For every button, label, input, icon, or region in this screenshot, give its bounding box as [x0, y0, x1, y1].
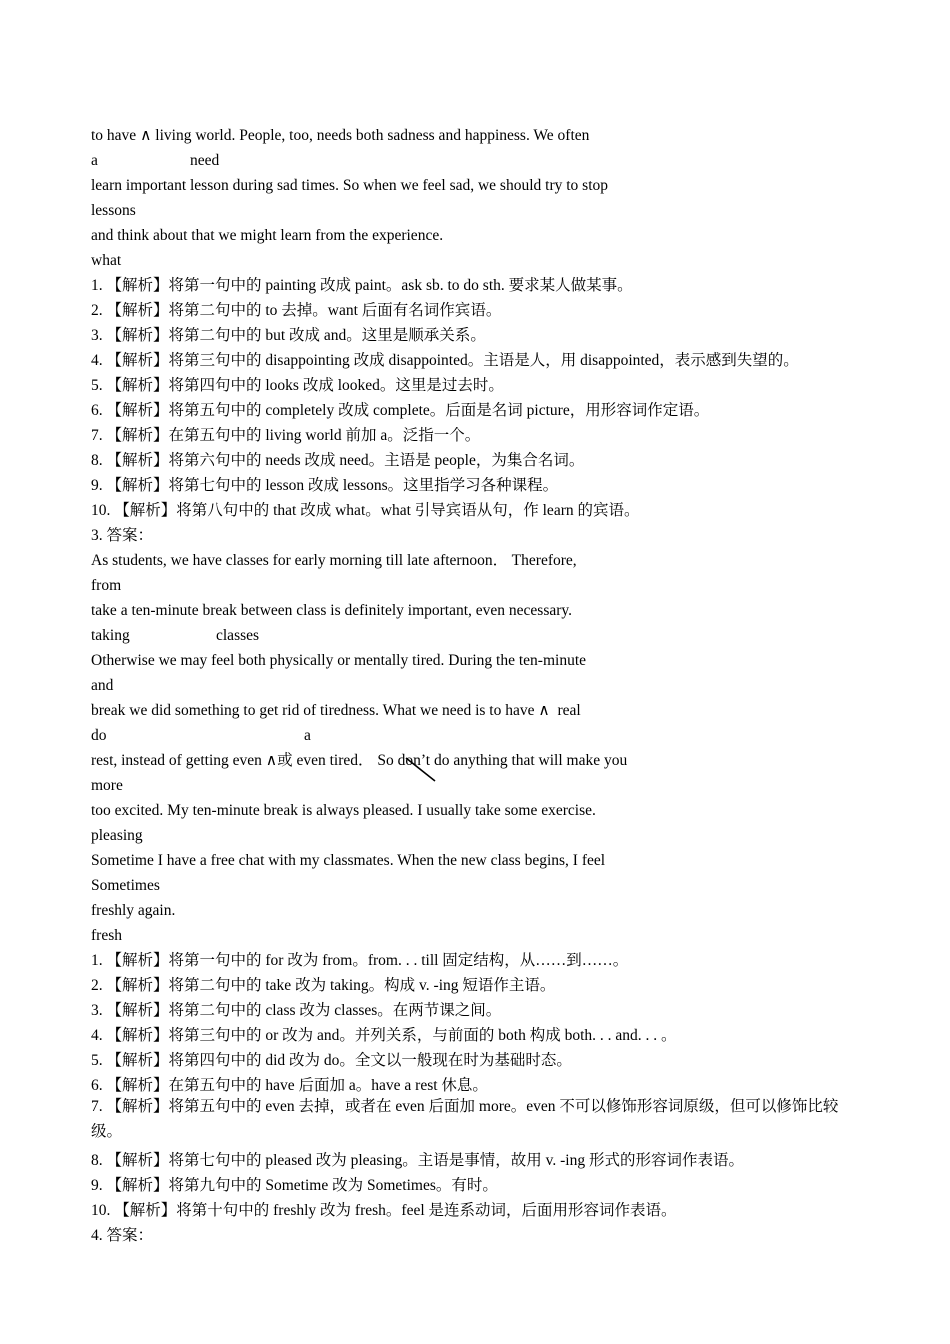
answer-heading: 3. 答案：: [91, 527, 154, 544]
explanation-item: 9. 【解析】将第七句中的 lesson 改成 lessons。这里指学习各种课程。: [91, 477, 559, 494]
explanation-item: 5. 【解析】将第四句中的 looks 改成 looked。这里是过去时。: [91, 377, 504, 394]
correction-word: lessons: [91, 202, 136, 219]
correction-word: more: [91, 777, 123, 794]
answer-heading: 4. 答案：: [91, 1227, 154, 1244]
explanation-item: 5. 【解析】将第四句中的 did 改为 do。全文以一般现在时为基础时态。: [91, 1052, 572, 1069]
passage-line: too excited. My ten-minute break is always pleased. I usually take some exercise.: [91, 802, 596, 819]
explanation-item: 4. 【解析】将第三句中的 or 改为 and。并列关系，与前面的 both 构成 both. . . and. . . 。: [91, 1027, 677, 1044]
passage-line: As students, we have classes for early morning till late afternoon． Therefore,: [91, 552, 577, 569]
explanation-item: 8. 【解析】将第七句中的 pleased 改为 pleasing。主语是事情，故用 v. -ing 形式的形容词作表语。: [91, 1152, 744, 1169]
correction-word: a: [91, 152, 98, 169]
explanation-item: 3. 【解析】将第二句中的 class 改为 classes。在两节课之间。: [91, 1002, 502, 1019]
passage-line: break we did something to get rid of tiredness. What we need is to have ∧ real: [91, 702, 581, 719]
passage-line: Otherwise we may feel both physically or mentally tired. During the ten-minute: [91, 652, 587, 669]
correction-word: a: [304, 727, 311, 744]
correction-word: fresh: [91, 927, 122, 944]
passage-line: learn important lesson during sad times. So when we feel sad, we should try to stop: [91, 177, 609, 194]
correction-word: do: [91, 727, 107, 744]
explanation-item: 7. 【解析】在第五句中的 living world 前加 a。泛指一个。: [91, 427, 481, 444]
explanation-item: 2. 【解析】将第二句中的 take 改为 taking。构成 v. -ing 短语作主语。: [91, 977, 556, 994]
passage-line: rest, instead of getting even ∧或 even tired． So don’t do anything that will make you: [91, 752, 628, 769]
explanation-item: 2. 【解析】将第二句中的 to 去掉。want 后面有名词作宾语。: [91, 302, 502, 319]
correction-word: from: [91, 577, 122, 594]
explanation-item: 6. 【解析】在第五句中的 have 后面加 a。have a rest 休息。: [91, 1077, 488, 1094]
correction-word: classes: [216, 627, 260, 644]
explanation-item: 10. 【解析】将第十句中的 freshly 改为 fresh。feel 是连系动词，后面用形容词作表语。: [91, 1202, 677, 1219]
correction-word: and: [91, 677, 114, 694]
correction-word: what: [91, 252, 122, 269]
passage-line: freshly again.: [91, 902, 176, 919]
correction-word: Sometimes: [91, 877, 160, 894]
explanation-item: 1. 【解析】将第一句中的 for 改为 from。from. . . till 固定结构，从……到……。: [91, 952, 629, 969]
explanation-item: 1. 【解析】将第一句中的 painting 改成 paint。ask sb. to do sth. 要求某人做某事。: [91, 277, 633, 294]
explanation-item: 9. 【解析】将第九句中的 Sometime 改为 Sometimes。有时。: [91, 1177, 498, 1194]
explanation-item: 10. 【解析】将第八句中的 that 改成 what。what 引导宾语从句，作 learn 的宾语。: [91, 502, 640, 519]
passage-line: and think about that we might learn from the experience.: [91, 227, 444, 244]
passage-line: Sometime I have a free chat with my classmates. When the new class begins, I feel: [91, 852, 606, 869]
passage-line: to have ∧ living world. People, too, needs both sadness and happiness. We often: [91, 127, 590, 144]
explanation-item: 7. 【解析】将第五句中的 even 去掉，或者在 even 后面加 more。even 不可以修饰形容词原级，但可以修饰比较级。: [91, 1098, 839, 1140]
correction-word: need: [190, 152, 220, 169]
correction-word: taking: [91, 627, 130, 644]
correction-word: pleasing: [91, 827, 143, 844]
explanation-item: 4. 【解析】将第三句中的 disappointing 改成 disappointed。主语是人，用 disappointed，表示感到失望的。: [91, 352, 799, 369]
explanation-item: 3. 【解析】将第二句中的 but 改成 and。这里是顺承关系。: [91, 327, 486, 344]
passage-line: take a ten-minute break between class is definitely important, even necessary.: [91, 602, 573, 619]
explanation-item: 6. 【解析】将第五句中的 completely 改成 complete。后面是名词 picture，用形容词作定语。: [91, 402, 710, 419]
explanation-item: 8. 【解析】将第六句中的 needs 改成 need。主语是 people，为集合名词。: [91, 452, 585, 469]
